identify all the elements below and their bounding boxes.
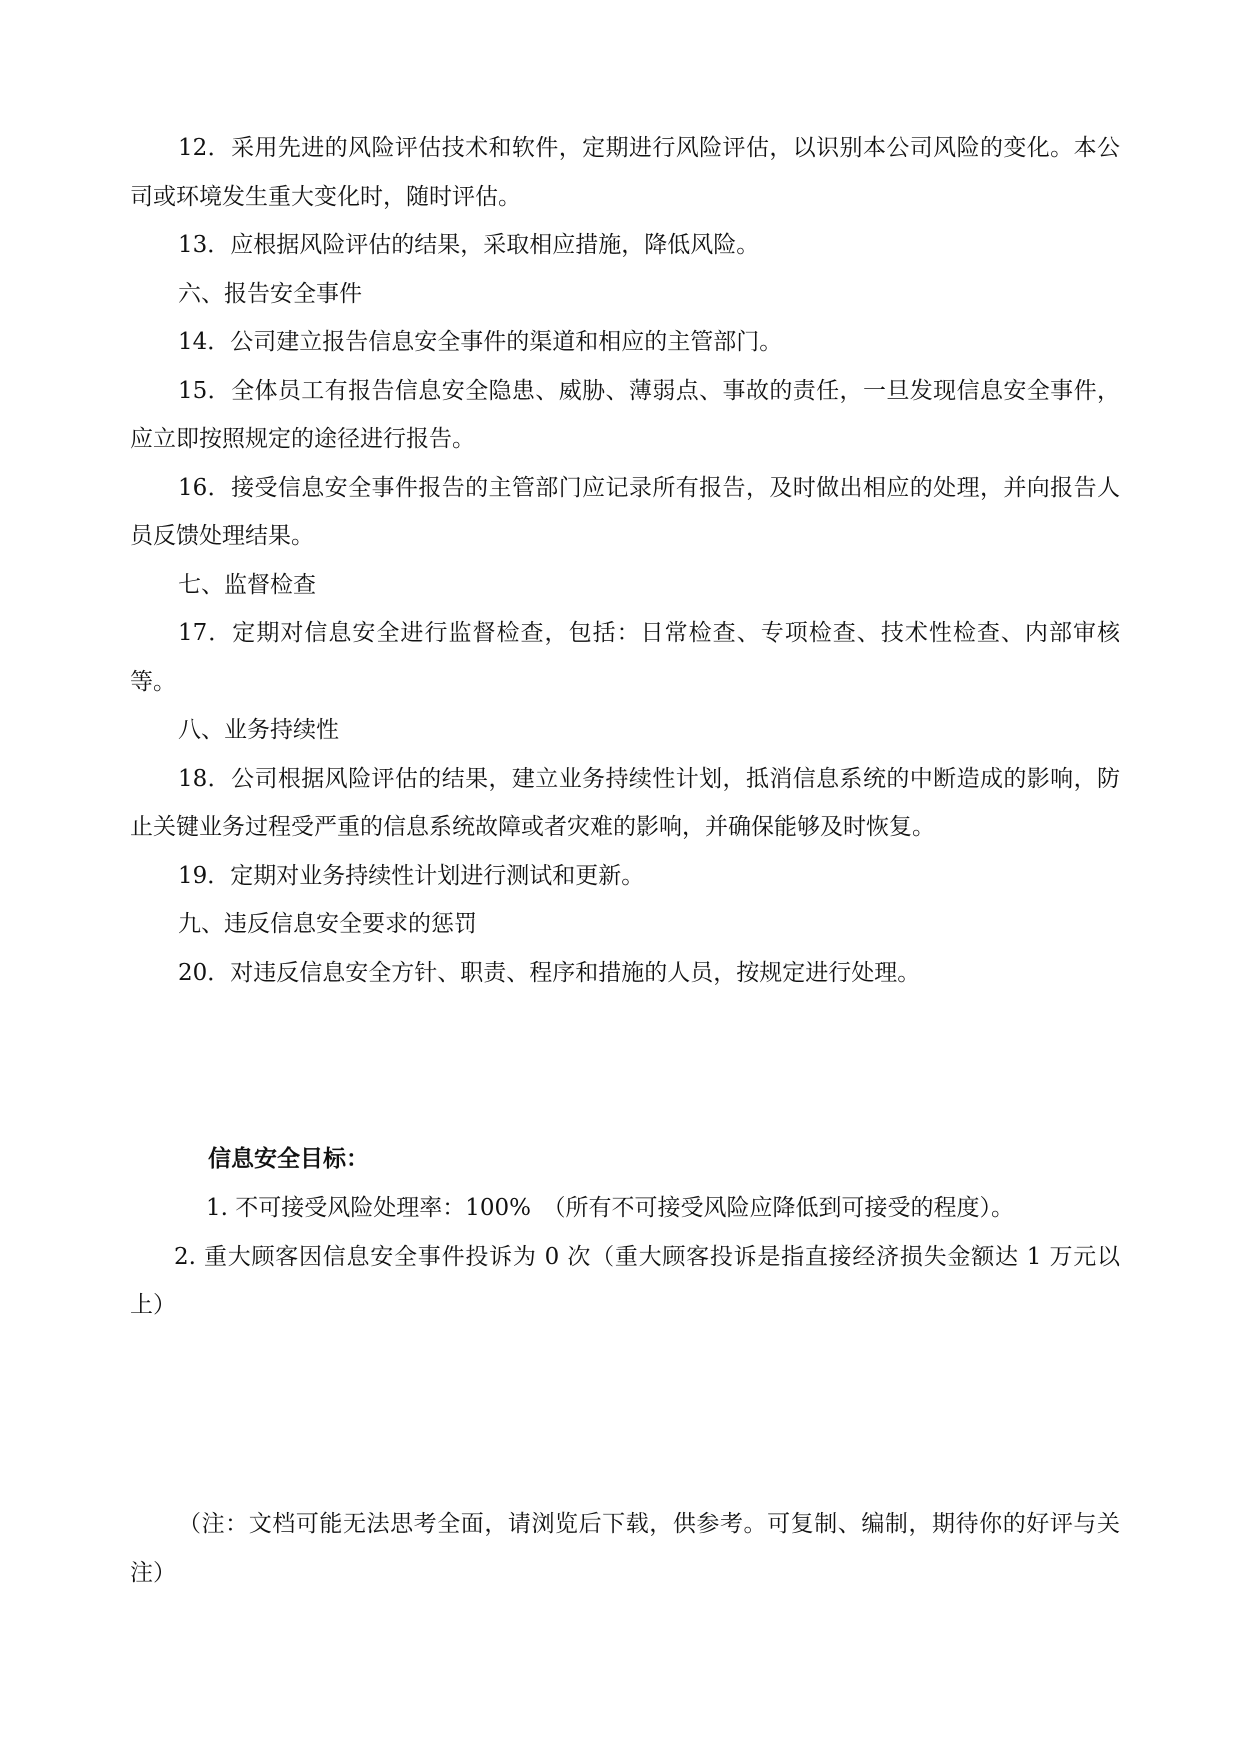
paragraph-20: 20．对违反信息安全方针、职责、程序和措施的人员，按规定进行处理。 <box>178 959 921 986</box>
paragraph-13: 13．应根据风险评估的结果，采取相应措施，降低风险。 <box>178 232 760 258</box>
paragraph-19: 19．定期对业务持续性计划进行测试和更新。 <box>178 862 645 889</box>
section-heading-8: 八、业务持续性 <box>178 717 339 743</box>
paragraph-17: 17．定期对信息安全进行监督检查，包括：日常检查、专项检查、技术性检查、内部审核等。 <box>130 620 1120 695</box>
goals-list <box>130 1184 1120 1330</box>
section-heading-7: 七、监督检查 <box>178 571 316 598</box>
goals-heading: 信息安全目标： <box>208 1146 369 1172</box>
paragraph-18: 18．公司根据风险评估的结果，建立业务持续性计划，抵消信息系统的中断造成的影响，防止关键业务过程受严重的信息系统故障或者灾难的影响，并确保能够及时恢复。 <box>130 765 1120 840</box>
paragraph-14: 14．公司建立报告信息安全事件的渠道和相应的主管部门。 <box>178 329 783 355</box>
footer-note <box>130 1500 1120 1597</box>
goal-item-2: 2. 重大顾客因信息安全事件投诉为 0 次（重大顾客投诉是指直接经济损失金额达 1 万元以上） <box>130 1243 1120 1318</box>
document-body <box>130 124 1120 997</box>
section-heading-9: 九、违反信息安全要求的惩罚 <box>178 911 477 937</box>
paragraph-15: 15．全体员工有报告信息安全隐患、威胁、薄弱点、事故的责任，一旦发现信息安全事件，应立即按照规定的途径进行报告。 <box>130 377 1120 452</box>
note-text: （注：文档可能无法思考全面，请浏览后下载，供参考。可复制、编制，期待你的好评与关注） <box>130 1511 1120 1586</box>
section-heading-6: 六、报告安全事件 <box>178 280 362 307</box>
paragraph-12: 12．采用先进的风险评估技术和软件，定期进行风险评估，以识别本公司风险的变化。本公司或环境发生重大变化时，随时评估。 <box>130 135 1120 210</box>
goal-item-1: 1. 不可接受风险处理率：100% （所有不可接受风险应降低到可接受的程度）。 <box>206 1195 1015 1221</box>
paragraph-16: 16．接受信息安全事件报告的主管部门应记录所有报告，及时做出相应的处理，并向报告人员反馈处理结果。 <box>130 474 1120 549</box>
